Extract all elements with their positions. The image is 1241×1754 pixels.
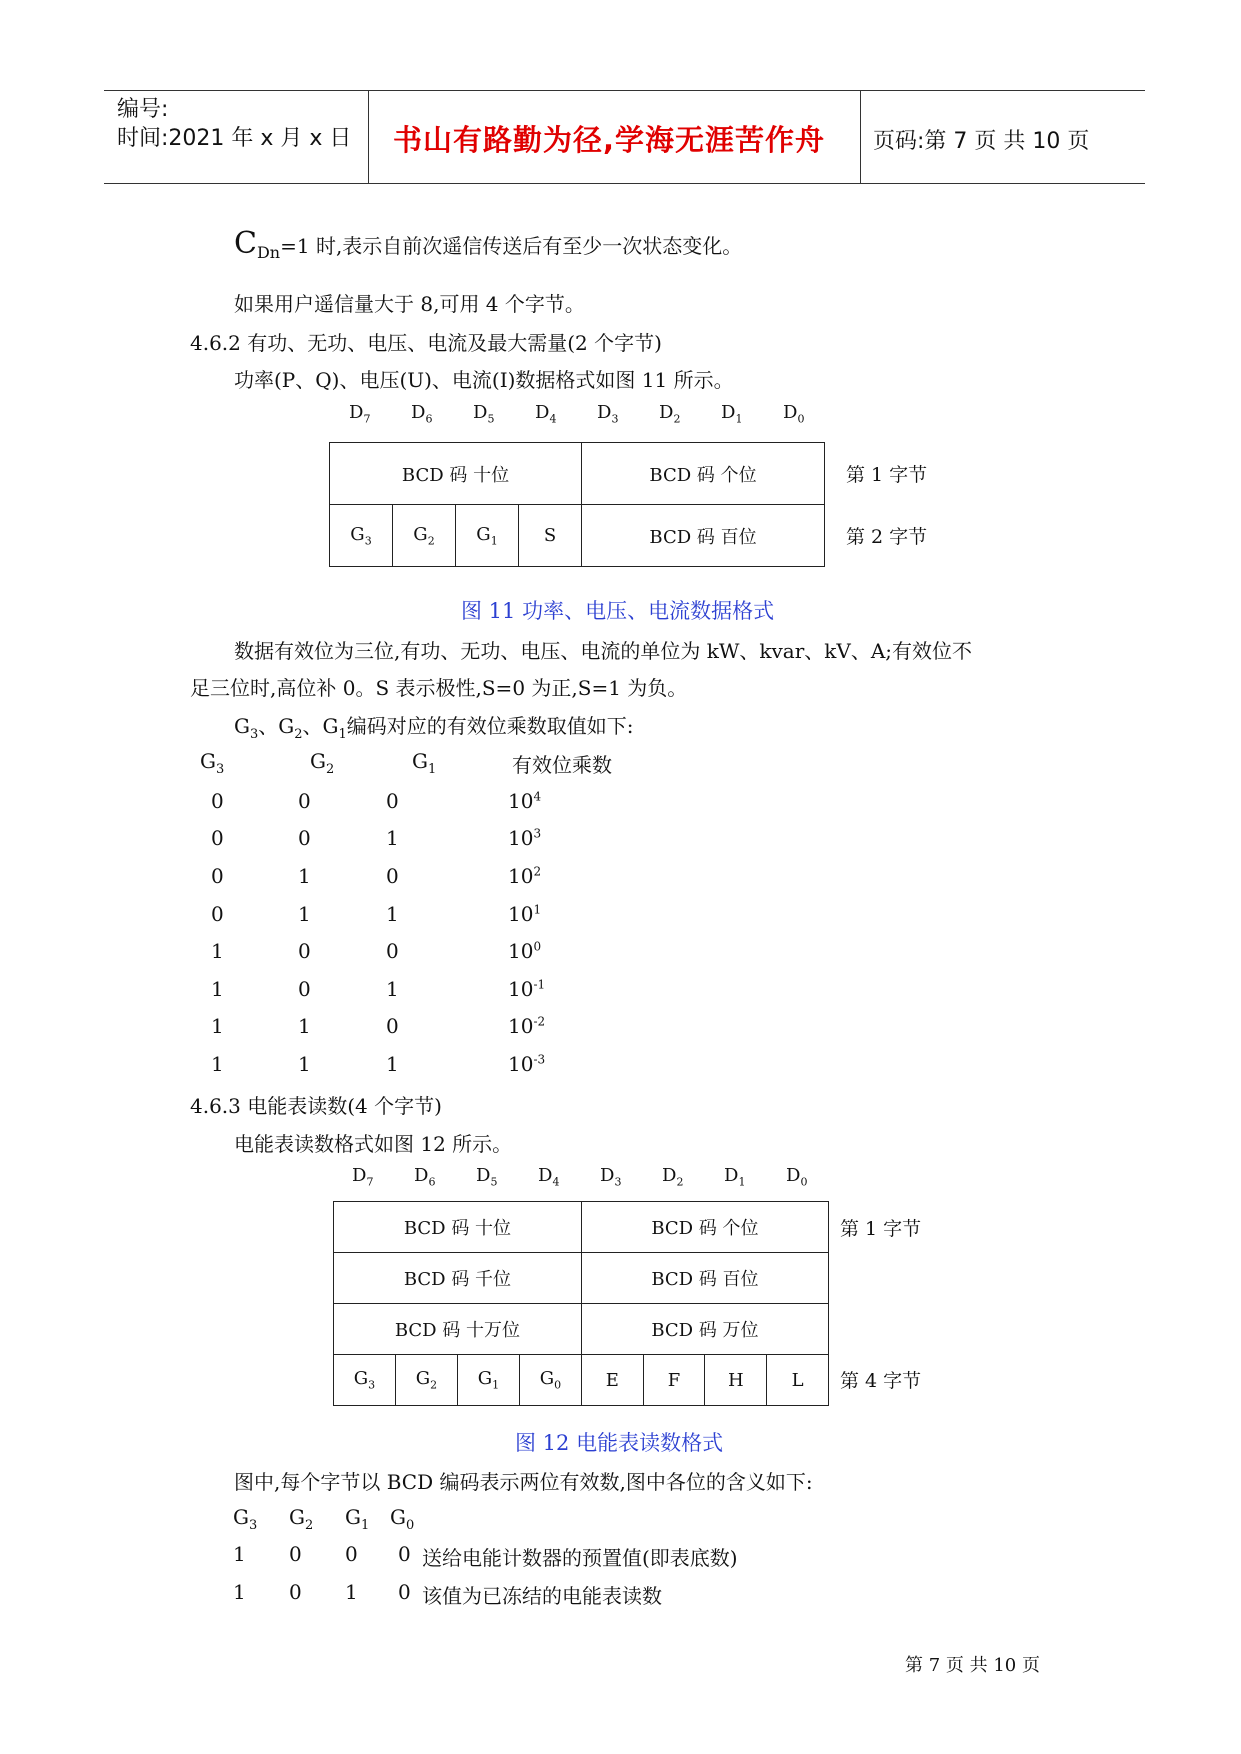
g2-header-g1: $G_1$ bbox=[345, 1505, 370, 1533]
mult-row-g1: 0 bbox=[386, 1014, 399, 1038]
section-462-heading: 4.6.2 有功、无功、电压、电流及最大需量(2 个字节) bbox=[190, 331, 662, 355]
mult-row-value: $10^3$ bbox=[508, 826, 542, 850]
section-463-intro: 电能表读数格式如图 12 所示。 bbox=[234, 1132, 513, 1156]
header-divider-left bbox=[368, 90, 369, 183]
mult-row-value: $10^{-1}$ bbox=[508, 977, 546, 1001]
fig11-caption: 图 11 功率、电压、电流数据格式 bbox=[461, 599, 775, 623]
mult-row-g1: 1 bbox=[386, 1052, 399, 1076]
fig12-cell-g3: $G_3$ bbox=[334, 1355, 396, 1406]
header-serial: 编号: bbox=[117, 97, 169, 122]
section-462-intro: 功率(P、Q)、电压(U)、电流(I)数据格式如图 11 所示。 bbox=[234, 368, 734, 392]
fig12-cell-ten-thousands: BCD 码 万位 bbox=[581, 1304, 828, 1355]
mult-header-g2: $G_2$ bbox=[310, 749, 335, 777]
mult-header-g3: $G_3$ bbox=[200, 749, 225, 777]
fig11-bit-d7: $D_7$ bbox=[349, 402, 371, 426]
fig12-bit-d1: $D_1$ bbox=[724, 1165, 746, 1189]
fig11-cell-hundreds: BCD 码 百位 bbox=[582, 505, 825, 567]
mult-row-g2: 1 bbox=[298, 1052, 311, 1076]
fig12-cell-tens: BCD 码 十位 bbox=[334, 1202, 582, 1253]
mult-header-g1: $G_1$ bbox=[412, 749, 437, 777]
fig11-label-byte2: 第 2 字节 bbox=[846, 526, 928, 548]
fig12-table bbox=[333, 1201, 829, 1406]
fig12-caption: 图 12 电能表读数格式 bbox=[515, 1431, 724, 1455]
fig11-bit-d2: $D_2$ bbox=[659, 402, 681, 426]
g2-row-g1: 1 bbox=[345, 1580, 358, 1604]
fig11-cell-s: S bbox=[519, 505, 582, 567]
mult-row-value: $10^1$ bbox=[508, 902, 542, 926]
fig11-row-byte2 bbox=[330, 505, 825, 567]
fig11-bit-d0: $D_0$ bbox=[783, 402, 805, 426]
fig11-bit-d5: $D_5$ bbox=[473, 402, 495, 426]
mult-header-multiplier: 有效位乘数 bbox=[512, 753, 612, 777]
g2-row-desc: 该值为已冻结的电能表读数 bbox=[422, 1584, 662, 1608]
fig12-cell-e: E bbox=[581, 1355, 643, 1406]
g2-header-g0: $G_0$ bbox=[390, 1505, 415, 1533]
mult-row-g3: 0 bbox=[211, 826, 224, 850]
mult-row-value: $10^2$ bbox=[508, 864, 542, 888]
fig12-cell-hundred-thousands: BCD 码 十万位 bbox=[334, 1304, 582, 1355]
g2-header-g2: $G_2$ bbox=[289, 1505, 314, 1533]
g2-row-desc: 送给电能计数器的预置值(即表底数) bbox=[422, 1546, 738, 1570]
mult-row-g2: 1 bbox=[298, 902, 311, 926]
g-intro-line: $G_3$、$G_2$、$G_1$编码对应的有效位乘数取值如下: bbox=[234, 714, 634, 742]
mult-row-g3: 1 bbox=[211, 939, 224, 963]
g2-row-g3: 1 bbox=[233, 1580, 246, 1604]
mult-row-g3: 1 bbox=[211, 1014, 224, 1038]
mult-row-g3: 0 bbox=[211, 902, 224, 926]
fig11-label-byte1: 第 1 字节 bbox=[846, 464, 928, 486]
g2-row-g0: 0 bbox=[398, 1542, 411, 1566]
fig11-cell-tens: BCD 码 十位 bbox=[330, 443, 582, 505]
mult-row-g3: 1 bbox=[211, 977, 224, 1001]
para1-line1: 数据有效位为三位,有功、无功、电压、电流的单位为 kW、kvar、kV、A;有效位不 bbox=[234, 639, 973, 663]
fig11-bit-d1: $D_1$ bbox=[721, 402, 743, 426]
g2-header-g3: $G_3$ bbox=[233, 1505, 258, 1533]
fig12-row-byte1 bbox=[334, 1202, 829, 1253]
fig12-bit-d5: $D_5$ bbox=[476, 1165, 498, 1189]
fig12-cell-f: F bbox=[643, 1355, 705, 1406]
fig12-bit-d2: $D_2$ bbox=[662, 1165, 684, 1189]
page-footer: 第 7 页 共 10 页 bbox=[905, 1655, 1040, 1676]
fig12-cell-h: H bbox=[705, 1355, 767, 1406]
fig12-label-byte4: 第 4 字节 bbox=[840, 1370, 922, 1392]
fig12-cell-thousands: BCD 码 千位 bbox=[334, 1253, 582, 1304]
header-top-rule bbox=[104, 90, 1145, 91]
section-463-heading: 4.6.3 电能表读数(4 个字节) bbox=[190, 1094, 442, 1118]
mult-row-g1: 0 bbox=[386, 789, 399, 813]
mult-row-g1: 1 bbox=[386, 902, 399, 926]
fig12-cell-units: BCD 码 个位 bbox=[581, 1202, 828, 1253]
fig12-bit-d3: $D_3$ bbox=[600, 1165, 622, 1189]
mult-row-g1: 1 bbox=[386, 977, 399, 1001]
mult-row-g2: 1 bbox=[298, 864, 311, 888]
mult-row-value: $10^4$ bbox=[508, 789, 542, 813]
mult-row-g1: 0 bbox=[386, 864, 399, 888]
fig11-row-byte1 bbox=[330, 443, 825, 505]
fig11-bit-d4: $D_4$ bbox=[535, 402, 557, 426]
cdn-text: =1 时,表示自前次遥信传送后有至少一次状态变化。 bbox=[280, 234, 743, 258]
header-page-number: 页码:第 7 页 共 10 页 bbox=[873, 129, 1090, 154]
header-divider-right bbox=[860, 90, 861, 183]
para1-line2: 足三位时,高位补 0。S 表示极性,S=0 为正,S=1 为负。 bbox=[190, 676, 688, 700]
header-time: 时间:2021 年 x 月 x 日 bbox=[117, 126, 352, 151]
fig12-cell-l: L bbox=[767, 1355, 829, 1406]
fig11-cell-g3: $G_3$ bbox=[330, 505, 393, 567]
para2: 图中,每个字节以 BCD 编码表示两位有效数,图中各位的含义如下: bbox=[234, 1470, 813, 1494]
fig12-cell-hundreds: BCD 码 百位 bbox=[581, 1253, 828, 1304]
fig12-label-byte1: 第 1 字节 bbox=[840, 1218, 922, 1240]
fig12-bit-d4: $D_4$ bbox=[538, 1165, 560, 1189]
cdn-letter: C bbox=[234, 226, 257, 261]
fig12-row-byte4 bbox=[334, 1355, 829, 1406]
fig12-bit-d7: $D_7$ bbox=[352, 1165, 374, 1189]
mult-row-g2: 0 bbox=[298, 826, 311, 850]
fig11-cell-units: BCD 码 个位 bbox=[582, 443, 825, 505]
fig12-cell-g0: $G_0$ bbox=[519, 1355, 581, 1406]
fig12-row-byte2 bbox=[334, 1253, 829, 1304]
cdn-sub: Dn bbox=[256, 243, 281, 262]
mult-row-g2: 0 bbox=[298, 939, 311, 963]
g2-row-g2: 0 bbox=[289, 1542, 302, 1566]
mult-row-g3: 0 bbox=[211, 864, 224, 888]
fig11-bit-d6: $D_6$ bbox=[411, 402, 433, 426]
fig11-table bbox=[329, 442, 825, 567]
mult-row-g3: 0 bbox=[211, 789, 224, 813]
g2-row-g1: 0 bbox=[345, 1542, 358, 1566]
cdn-line bbox=[234, 226, 742, 262]
header-bottom-rule bbox=[104, 183, 1145, 184]
fig11-bit-d3: $D_3$ bbox=[597, 402, 619, 426]
mult-row-g2: 0 bbox=[298, 977, 311, 1001]
mult-row-g2: 0 bbox=[298, 789, 311, 813]
fig12-bit-d0: $D_0$ bbox=[786, 1165, 808, 1189]
mult-row-value: $10^{-2}$ bbox=[508, 1014, 546, 1038]
mult-row-g3: 1 bbox=[211, 1052, 224, 1076]
mult-row-value: $10^0$ bbox=[508, 939, 542, 963]
fig11-cell-g2: $G_2$ bbox=[393, 505, 456, 567]
mult-row-g2: 1 bbox=[298, 1014, 311, 1038]
fig12-row-byte3 bbox=[334, 1304, 829, 1355]
fig12-bit-d6: $D_6$ bbox=[414, 1165, 436, 1189]
g2-row-g0: 0 bbox=[398, 1580, 411, 1604]
mult-row-value: $10^{-3}$ bbox=[508, 1052, 546, 1076]
fig12-cell-g2: $G_2$ bbox=[395, 1355, 457, 1406]
header-motto: 书山有路勤为径,学海无涯苦作舟 bbox=[393, 123, 826, 157]
g2-row-g2: 0 bbox=[289, 1580, 302, 1604]
mult-row-g1: 0 bbox=[386, 939, 399, 963]
g2-row-g3: 1 bbox=[233, 1542, 246, 1566]
intro-line2: 如果用户遥信量大于 8,可用 4 个字节。 bbox=[234, 292, 585, 316]
fig12-cell-g1: $G_1$ bbox=[457, 1355, 519, 1406]
fig11-cell-g1: $G_1$ bbox=[456, 505, 519, 567]
mult-row-g1: 1 bbox=[386, 826, 399, 850]
